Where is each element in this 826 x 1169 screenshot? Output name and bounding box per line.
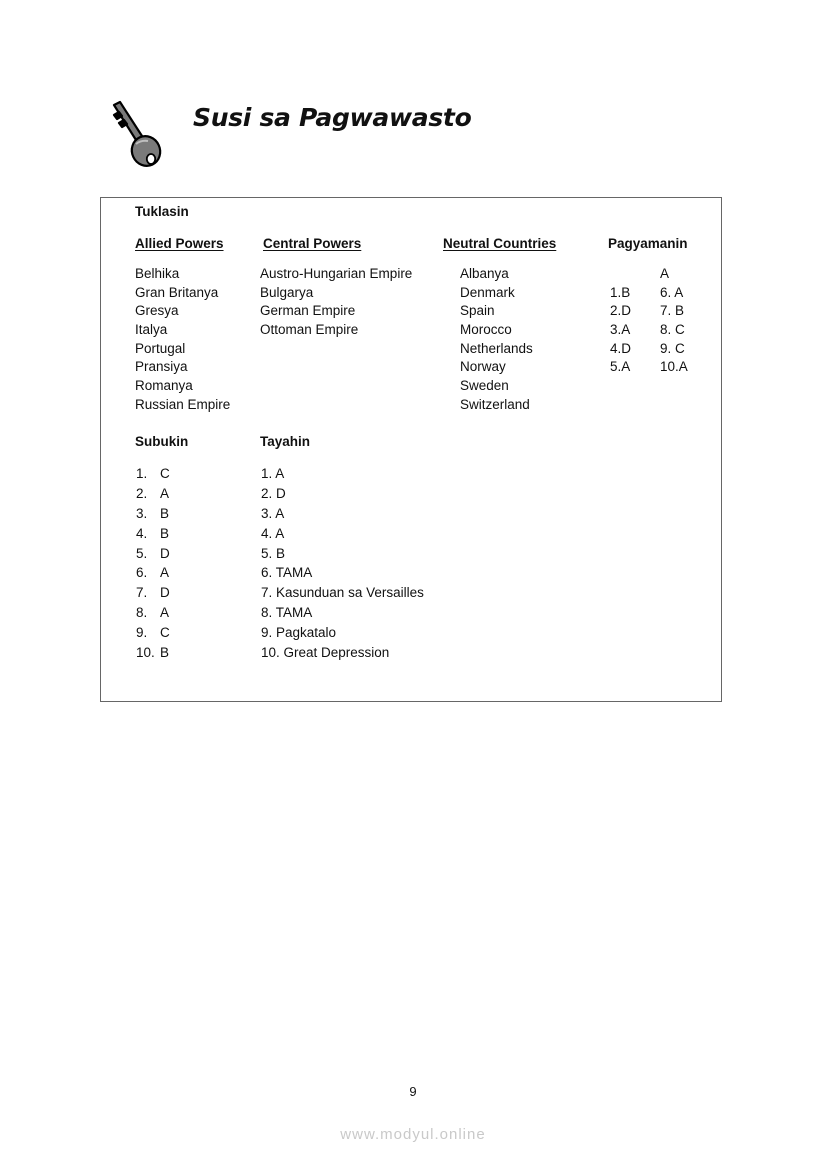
list-item: 5. D <box>136 545 170 561</box>
list-item: 6. TAMA <box>261 565 313 581</box>
list-item: Belhika <box>135 266 180 281</box>
list-item: 7. B <box>660 303 685 319</box>
list-item <box>610 265 631 284</box>
list-item: Pransiya <box>135 359 188 375</box>
watermark: www.modyul.online <box>340 1126 486 1143</box>
list-item: 5. B <box>261 545 286 561</box>
list-item: Gresya <box>135 303 179 319</box>
list-item: Gran Britanya <box>135 284 219 300</box>
list-item: 6. A <box>136 565 170 581</box>
list-item: Romanya <box>135 378 193 394</box>
list-item: Switzerland <box>460 396 530 412</box>
list-item: 3. A <box>261 505 285 521</box>
list-item: 3. B <box>136 505 170 521</box>
central-powers-header: Central Powers <box>263 236 362 251</box>
list-item: German Empire <box>260 303 356 319</box>
page-title: Susi sa Pagwawasto <box>193 103 472 132</box>
neutral-countries-list <box>460 265 533 415</box>
list-item: 9. C <box>660 340 685 356</box>
list-item: A <box>660 266 670 281</box>
list-item: 9. C <box>136 625 170 641</box>
list-item: Austro-Hungarian Empire <box>260 266 413 281</box>
list-item: 9. Pagkatalo <box>261 625 337 641</box>
list-item: Albanya <box>460 266 509 281</box>
list-item: 5.A <box>610 359 631 375</box>
neutral-countries-header: Neutral Countries <box>443 236 557 251</box>
pagyamanin-header: Pagyamanin <box>608 236 688 251</box>
list-item: Russian Empire <box>135 396 231 412</box>
list-item: 8. C <box>660 322 685 338</box>
list-item: 6. A <box>660 284 684 300</box>
list-item: 8. TAMA <box>261 605 313 621</box>
pagyamanin-column-1 <box>610 265 631 377</box>
list-item: Sweden <box>460 378 509 394</box>
list-item: Spain <box>460 303 495 319</box>
list-item: 2.D <box>610 303 632 319</box>
pagyamanin-column-2 <box>660 265 688 377</box>
subukin-header: Subukin <box>135 434 189 449</box>
list-item: 3.A <box>610 322 631 338</box>
list-item: 2. D <box>261 485 286 501</box>
list-item: Norway <box>460 359 506 375</box>
list-item: Denmark <box>460 284 515 300</box>
list-item: 2. A <box>136 485 170 501</box>
list-item: 4.D <box>610 340 632 356</box>
list-item: 10. Great Depression <box>261 645 390 661</box>
list-item: 1. C <box>136 466 170 481</box>
allied-powers-list <box>135 265 230 415</box>
allied-powers-header: Allied Powers <box>135 236 224 251</box>
list-item: 4. B <box>136 525 170 541</box>
list-item: 1.B <box>610 284 631 300</box>
key-icon <box>108 100 166 170</box>
list-item: 7. Kasunduan sa Versailles <box>261 585 424 601</box>
list-item: Portugal <box>135 340 186 356</box>
list-item: 10. B <box>136 645 170 661</box>
list-item: Morocco <box>460 322 512 338</box>
section-heading-tuklasin: Tuklasin <box>135 204 189 219</box>
list-item: Bulgarya <box>260 284 314 300</box>
list-item: 8. A <box>136 605 170 621</box>
central-powers-list <box>260 265 412 340</box>
list-item: 4. A <box>261 525 285 541</box>
list-item: 1. A <box>261 466 285 481</box>
tayahin-header: Tayahin <box>260 434 311 449</box>
subukin-list <box>136 465 170 664</box>
tayahin-list <box>261 465 424 664</box>
list-item: 10.A <box>660 359 688 375</box>
page-number: 9 <box>409 1084 417 1099</box>
list-item: 7. D <box>136 585 170 601</box>
list-item: Netherlands <box>460 340 533 356</box>
list-item: Ottoman Empire <box>260 322 359 338</box>
list-item: Italya <box>135 322 168 338</box>
